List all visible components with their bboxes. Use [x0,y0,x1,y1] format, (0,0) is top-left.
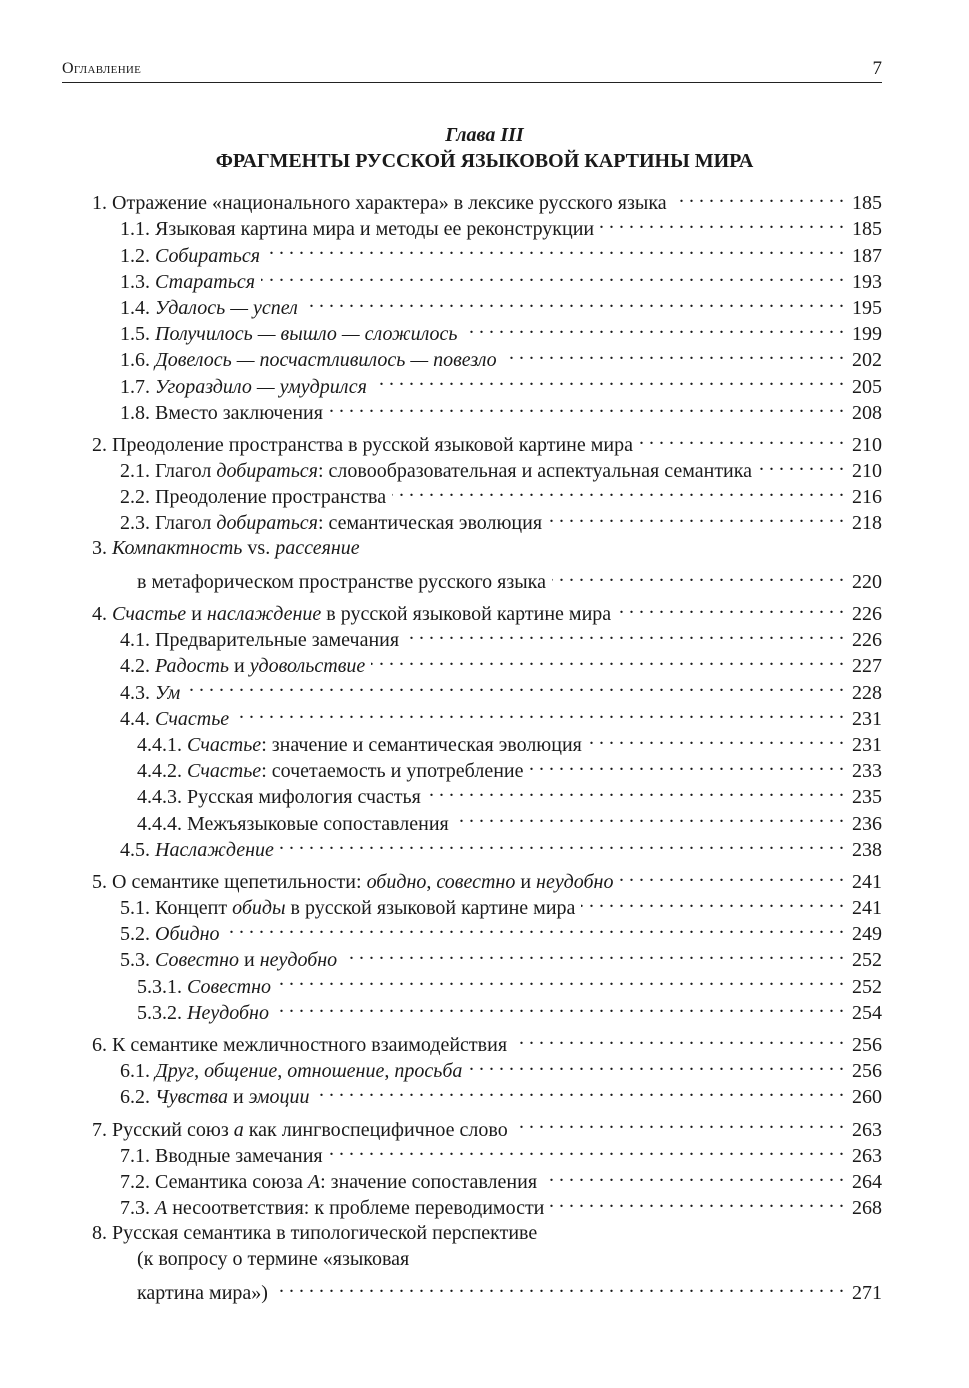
toc-page-number: 205 [852,375,882,398]
toc-page-number: 249 [852,923,882,946]
toc-entry-title: Отражение «национального характера» в лексике русского языка [112,192,667,215]
toc-entry-title: Русская мифология счастья [187,786,421,809]
toc-entry-title: добираться [216,460,318,483]
toc-entry-title: Наслаждение [155,838,274,861]
toc-entry-title: картина мира») [137,1281,268,1304]
toc-page-number: 241 [852,897,882,920]
toc-entry[interactable] [92,699,882,730]
toc-entry-title: Вместо заключения [155,401,323,424]
toc-entry-number: 7.2. [120,1170,150,1193]
toc-entry-title: совестно [436,870,516,893]
page-number: 7 [872,58,882,79]
toc-entry-continuation[interactable] [92,1273,882,1304]
toc-section [92,1109,882,1220]
toc-page-number: 226 [852,629,882,652]
toc-page-number: 220 [852,570,882,593]
toc-section [92,1025,882,1109]
dot-leader [373,366,844,392]
toc-page-number: 264 [852,1170,882,1193]
toc-entry-title: Неудобно [187,1001,269,1024]
toc-entry-number: 1. [92,192,107,215]
dot-leader [581,888,844,914]
toc-page-number: 260 [852,1086,882,1109]
toc-page-number: 185 [852,192,882,215]
toc-entry[interactable] [92,672,882,704]
toc-entry-title: в русской языковой картине мира [285,897,576,920]
toc-entry-number: 1.7. [120,375,150,398]
toc-entry-title: Межъязыковые сопоставления [187,812,449,835]
toc-entry-title: и [186,603,207,626]
toc-entry-number: 1.6. [120,349,150,372]
toc-page-number: 256 [852,1060,882,1083]
toc-entry-number: 4.4. [120,707,150,730]
toc-entry-title: Счастье [187,760,262,783]
dot-leader [280,830,844,856]
toc-entry-number: 4.4.2. [137,760,182,783]
toc-entry-continuation[interactable] [92,1246,882,1272]
toc-entry[interactable] [92,1109,882,1141]
toc-entry-title: неудобно [536,870,614,893]
toc-entry-title: а [233,1118,244,1141]
toc-page-number: 185 [852,218,882,241]
dot-leader [543,1162,844,1188]
toc-entry-title: : значение и семантическая эволюция [261,733,582,756]
toc-entry-title: и [227,1086,249,1109]
toc-entry-title: Русская семантика в типологической перспективе [112,1222,538,1245]
toc-entry[interactable] [92,1220,882,1246]
toc-entry[interactable] [92,862,882,893]
toc-entry-title: Концепт [155,897,233,920]
toc-page-number: 227 [852,655,882,678]
toc-entry-title: и [239,949,260,972]
toc-entry-title: : словообразовательная и аспектуальная семантика [317,460,753,483]
toc-entry-title: Счастье [155,707,230,730]
toc-entry-title: К семантике межличностного взаимодействия [112,1034,508,1057]
toc-entry-title: vs. [242,537,276,560]
toc-entry-title: в русской языковой картине мира [321,603,612,626]
toc-entry-title: , [426,870,437,893]
toc-entry-title: Получилось — вышло — сложилось [155,323,458,346]
dot-leader [548,503,844,529]
running-header-title: Оглавление [62,60,142,77]
toc-entry-number: 2.2. [120,486,150,509]
toc-entry-title: Совестно [187,975,272,998]
toc-entry-title: отношение [287,1060,385,1083]
toc-entry-number: 2.1. [120,460,150,483]
toc-entry-number: 4.2. [120,655,150,678]
dot-leader [343,940,844,966]
toc-entry-title: , [384,1060,395,1083]
toc-entry-title: Счастье [187,733,262,756]
toc-page-number: 231 [852,733,882,756]
toc-entry-title: Друг [155,1060,195,1083]
toc-entry-number: 4. [92,603,107,626]
toc-section [92,183,882,424]
toc-entry-title: наслаждение [206,603,322,626]
toc-entry-title: Удалось — успел [155,296,298,319]
dot-leader [513,1025,844,1051]
toc-entry-number: 4.4.3. [137,786,182,809]
toc-entry-number: 4.4.4. [137,812,182,835]
toc-entry-title: Совестно [155,949,240,972]
toc-entry-title: Языковая картина мира и методы ее реконструкции [155,218,595,241]
toc-page-number: 226 [852,603,882,626]
toc-entry-number: 7.1. [120,1144,150,1167]
toc-entry-title: и [229,655,250,678]
toc-section [92,535,882,593]
toc-entry-title: Чувства [155,1086,228,1109]
toc-entry-title: Счастье [112,603,187,626]
toc-section [92,1220,882,1304]
toc-entry-number: 2. [92,433,107,456]
toc-page-number: 271 [852,1281,882,1304]
toc-entry-title: Семантика союза [155,1170,308,1193]
toc-entry-title: : семантическая эволюция [317,512,543,535]
toc-page-number: 216 [852,486,882,509]
toc-entry-title: обиды [232,897,286,920]
toc-entry-title: Русский союз [112,1118,234,1141]
toc-entry-title: Вводные замечания [155,1144,323,1167]
toc-page-number: 252 [852,949,882,972]
toc-entry-title: несоответствия: к проблеме переводимости [167,1197,545,1220]
toc-entry[interactable] [92,1025,882,1057]
toc-page-number: 238 [852,838,882,861]
toc-entry-title: Глагол [155,460,217,483]
dot-leader [673,183,844,209]
toc-entry-title: добираться [216,512,318,535]
dot-leader [186,672,844,698]
table-of-contents [92,183,882,1304]
toc-entry-title: неудобно [259,949,338,972]
toc-entry-title: Угораздило — умудрился [155,375,367,398]
toc-page-number: 231 [852,707,882,730]
dot-leader [468,1051,844,1077]
toc-entry-number: 1.2. [120,244,150,267]
toc-section [92,862,882,1024]
dot-leader [371,646,844,672]
toc-entry-number: 1.4. [120,296,150,319]
toc-page-number: 210 [852,433,882,456]
toc-entry-number: 6.2. [120,1086,150,1109]
dot-leader [514,1109,844,1135]
toc-entry-title: просьба [394,1060,463,1083]
toc-page-number: 236 [852,812,882,835]
toc-page-number: 254 [852,1001,882,1024]
toc-entry-number: 1.5. [120,323,150,346]
toc-entry-title: Собираться [155,244,260,267]
toc-entry-title: обидно [366,870,427,893]
toc-entry-number: 5.3.2. [137,1001,182,1024]
toc-entry-title: как лингвоспецифичное слово [243,1118,508,1141]
dot-leader [464,314,844,340]
toc-entry-title: (к вопросу о термине «языковая [137,1248,410,1271]
toc-page-number: 252 [852,975,882,998]
dot-leader [329,393,844,419]
dot-leader [619,862,844,888]
toc-entry-title: , [194,1060,205,1083]
toc-entry-continuation[interactable] [92,562,882,593]
dot-leader [315,1077,844,1103]
toc-entry-title: А [155,1197,168,1220]
dot-leader [550,1188,844,1214]
toc-entry[interactable] [92,594,882,626]
toc-entry-number: 4.3. [120,681,150,704]
toc-entry-number: 6.1. [120,1060,150,1083]
toc-entry-title: Компактность [112,537,243,560]
toc-page-number: 210 [852,460,882,483]
dot-leader [427,777,844,803]
toc-entry-title: удовольствие [249,655,366,678]
toc-entry-title: Обидно [155,923,220,946]
dot-leader [455,803,844,829]
toc-entry-number: 1.8. [120,401,150,424]
dot-leader [304,288,844,314]
toc-entry-title: Радость [155,655,229,678]
dot-leader [503,340,844,366]
toc-entry-title: Стараться [155,270,256,293]
toc-page-number: 193 [852,270,882,293]
toc-entry-title: А [307,1170,321,1193]
toc-entry-title: общение [204,1060,278,1083]
toc-page-number: 263 [852,1118,882,1141]
toc-entry-title: эмоции [248,1086,310,1109]
toc-page-number: 235 [852,786,882,809]
toc-entry-number: 1.3. [120,270,150,293]
dot-leader [552,562,844,588]
toc-entry-number: 5.3.1. [137,975,182,998]
toc-entry-title: Довелось — посчастливилось — повезло [155,349,497,372]
toc-entry-number: 1.1. [120,218,150,241]
toc-page-number: 256 [852,1034,882,1057]
dot-leader [758,451,844,477]
toc-page-number: 268 [852,1197,882,1220]
toc-entry-number: 5.3. [120,949,150,972]
dot-leader [530,751,845,777]
toc-entry-title: Ум [155,681,181,704]
toc-page-number: 263 [852,1144,882,1167]
toc-entry-title: , [277,1060,288,1083]
toc-page-number: 187 [852,244,882,267]
toc-page-number: 218 [852,512,882,535]
toc-entry-number: 7. [92,1118,107,1141]
dot-leader [226,914,844,940]
chapter-number: Глава III [445,124,524,146]
toc-section [92,425,882,535]
toc-entry-number: 3. [92,537,107,560]
toc-page-number: 202 [852,349,882,372]
dot-leader [329,1136,844,1162]
toc-entry-title: в метафорическом пространстве русского языка [137,570,546,593]
toc-section [92,594,882,861]
dot-leader [588,725,844,751]
running-header [62,58,882,83]
toc-entry-title: и [515,870,537,893]
toc-entry-title: рассеяние [275,537,360,560]
toc-entry-title: О семантике щепетильности: [112,870,367,893]
dot-leader [639,425,844,451]
toc-entry[interactable] [92,535,882,561]
dot-leader [600,209,844,235]
toc-entry-number: 2.3. [120,512,150,535]
toc-entry-number: 5.1. [120,897,150,920]
toc-page-number: 195 [852,296,882,319]
dot-leader [275,993,844,1019]
toc-entry-number: 7.3. [120,1197,150,1220]
toc-entry-number: 4.4.1. [137,733,182,756]
dot-leader [277,966,844,992]
dot-leader [266,235,844,261]
chapter-title: ФРАГМЕНТЫ РУССКОЙ ЯЗЫКОВОЙ КАРТИНЫ МИРА [215,150,754,172]
dot-leader [274,1273,844,1299]
toc-entry[interactable] [92,425,882,456]
dot-leader [261,262,844,288]
toc-entry-number: 6. [92,1034,107,1057]
toc-entry-number: 4.1. [120,629,150,652]
toc-page-number: 233 [852,760,882,783]
dot-leader [235,699,844,725]
toc-page-number: 241 [852,870,882,893]
toc-entry-title: Глагол [155,512,217,535]
toc-entry-number: 5.2. [120,923,150,946]
toc-entry-number: 5. [92,870,107,893]
toc-entry-title: Преодоление пространства в русской языковой картине мира [112,433,633,456]
toc-page-number: 199 [852,323,882,346]
toc-page-number: 228 [852,681,882,704]
toc-entry-title: Предварительные замечания [155,629,400,652]
toc-entry-title: Преодоление пространства [155,486,387,509]
dot-leader [392,477,844,503]
toc-entry-title: : сочетаемость и употребление [261,760,524,783]
toc-entry-number: 4.5. [120,838,150,861]
toc-page-number: 208 [852,401,882,424]
dot-leader [617,594,844,620]
toc-entry[interactable] [92,183,882,215]
dot-leader [405,620,844,646]
toc-entry-number: 8. [92,1222,107,1245]
toc-entry-title: : значение сопоставления [320,1170,538,1193]
